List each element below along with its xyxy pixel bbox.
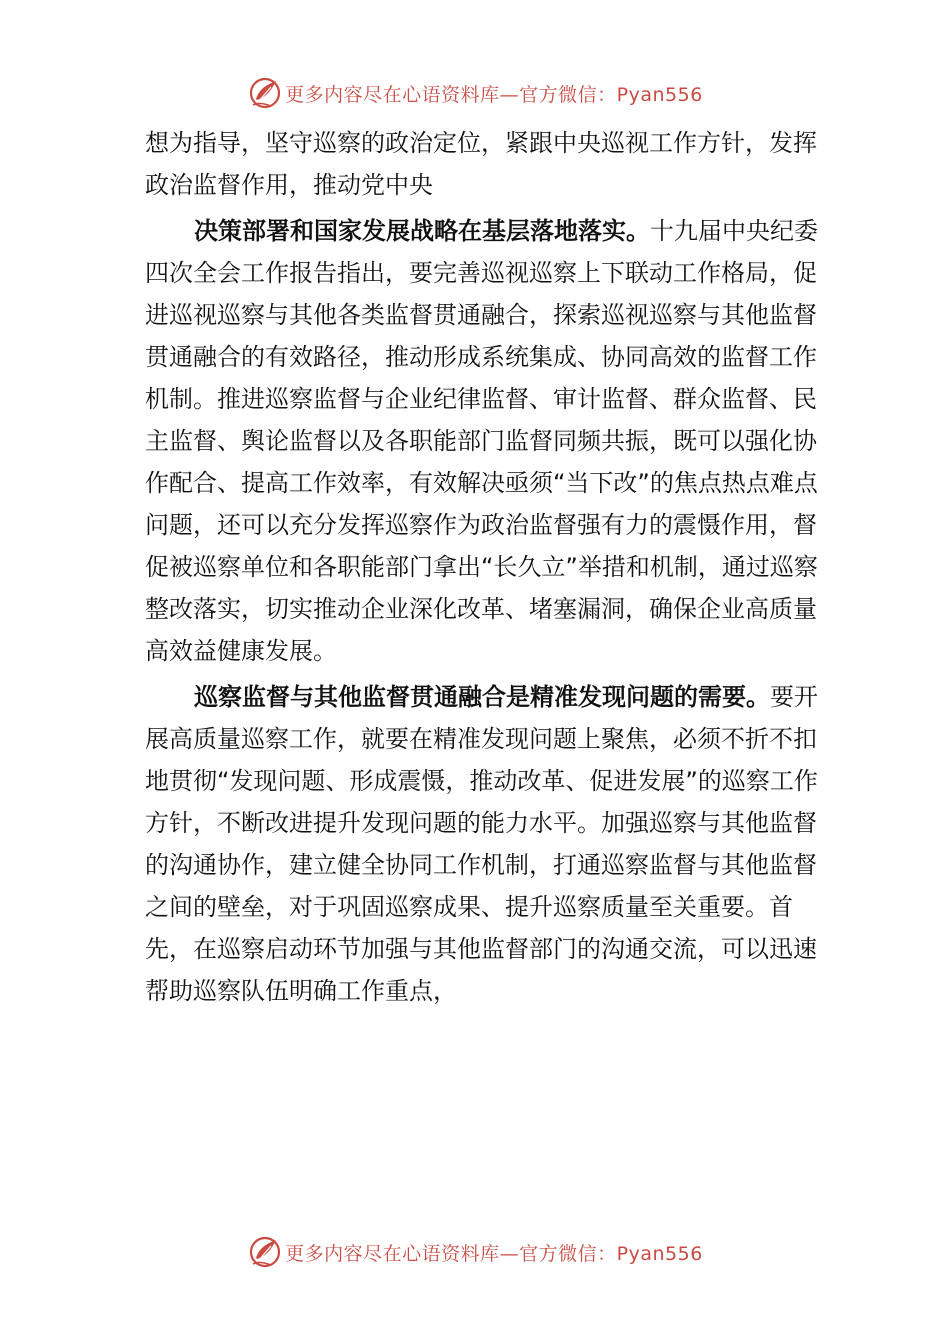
circle-leaf-logo-icon: [247, 1234, 283, 1270]
paragraph-3: [145, 676, 835, 1012]
circle-leaf-logo-icon: [247, 75, 283, 111]
header-banner-text: 更多内容尽在心语资料库—官方微信：Pyan556: [285, 83, 703, 106]
paragraph-3-text: 要开展高质量巡察工作，就要在精准发现问题上聚焦，必须不折不扣地贯彻“发现问题、形成震慑，推动改革、促进发展”的巡察工作方针，不断改进提升发现问题的能力水平。加强巡察与其他监督的沟通协作，建立健全协同工作机制，打通巡察监督与其他监督之间的壁垒，对于巩固巡察成果、提升巡察质量至关重要。首先，在巡察启动环节加强与其他监督部门的沟通交流，可以迅速帮助巡察队伍明确工作重点，: [145, 683, 818, 1005]
paragraph-3-lead: 巡察监督与其他监督贯通融合是精准发现问题的需要。: [194, 683, 770, 711]
footer-banner-text: 更多内容尽在心语资料库—官方微信：Pyan556: [285, 1242, 703, 1265]
paragraph-2: [145, 210, 835, 672]
paragraph-1-text: 想为指导，坚守巡察的政治定位，紧跟中央巡视工作方针，发挥政治监督作用，推动党中央: [145, 129, 817, 199]
paragraph-1: [145, 122, 835, 206]
paragraph-2-lead: 决策部署和国家发展战略在基层落地落实。: [194, 217, 650, 245]
footer-banner: [0, 1230, 950, 1274]
header-banner: [0, 71, 950, 115]
document-body: [145, 122, 835, 1016]
paragraph-2-text: 十九届中央纪委四次全会工作报告指出，要完善巡视巡察上下联动工作格局，促进巡视巡察与其他各类监督贯通融合，探索巡视巡察与其他监督贯通融合的有效路径，推动形成系统集成、协同高效的监督工作机制。推进巡察监督与企业纪律监督、审计监督、群众监督、民主监督、舆论监督以及各职能部门监督同频共振，既可以强化协作配合、提高工作效率，有效解决亟须“当下改”的焦点热点难点问题，还可以充分发挥巡察作为政治监督强有力的震慑作用，督促被巡察单位和各职能部门拿出“长久立”举措和机制，通过巡察整改落实，切实推动企业深化改革、堵塞漏洞，确保企业高质量高效益健康发展。: [145, 217, 818, 665]
